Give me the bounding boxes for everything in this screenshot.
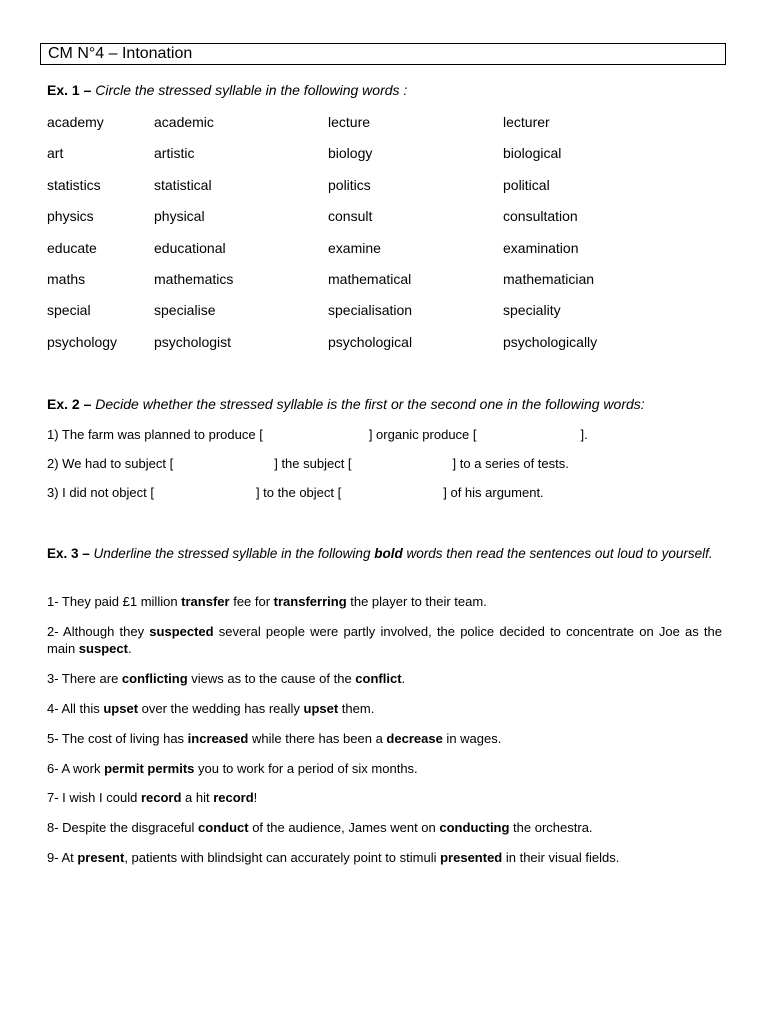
word-cell[interactable]: psychologist [154,333,232,350]
word-cell[interactable]: lecturer [503,114,550,130]
word-cell[interactable]: specialise [154,302,216,319]
sentence-text: 7- I wish I could [47,790,141,805]
sentence-text: while there has been a [248,731,387,746]
ex2-heading [47,396,645,412]
ex3-sentence-2 [47,623,722,657]
sentence-text: . [401,671,406,686]
word-cell[interactable]: politics [328,176,371,193]
ex3-instruction-a: Underline the stressed syllable in the following [93,546,371,561]
ex1-word-grid [47,114,687,365]
bold-word[interactable]: upset [303,701,339,716]
sentence-text: of the audience, James went on [248,820,440,835]
bold-word[interactable]: presented [440,850,503,865]
word-row [47,334,687,365]
ex1-heading [47,82,407,98]
word-cell[interactable]: physical [154,208,205,225]
ex2-sentence-1 [47,427,588,443]
sentence-text: the player to their team. [346,594,487,609]
word-cell[interactable]: biology [328,145,373,162]
ex3-sentence-9 [47,849,722,866]
bold-word[interactable]: conflicting [121,671,188,686]
sentence-text: 2) We had to subject [ [47,456,174,471]
word-cell[interactable]: biological [503,145,562,162]
sentence-text: you to work for a period of six months. [194,761,418,776]
bold-word[interactable]: conducting [439,820,510,835]
word-cell[interactable]: special [47,302,91,319]
word-cell[interactable]: statistical [154,176,212,193]
word-row [47,240,687,271]
sentence-text: fee for [229,594,274,609]
sentence-text: 9- At [47,850,78,865]
sentence-text: ] to a series of tests. [452,456,569,471]
sentence-text: ] of his argument. [443,485,544,500]
sentence-text: 8- Despite the disgraceful [47,820,199,835]
word-cell[interactable]: academic [154,114,214,130]
word-cell[interactable]: speciality [503,302,561,319]
ex3-instruction-bold: bold [374,546,403,561]
ex3-sentence-1 [47,593,722,610]
bold-word[interactable]: permit permits [104,761,195,776]
ex2-sentence-2 [47,456,569,472]
word-row [47,145,687,176]
word-cell[interactable]: art [47,145,64,162]
word-cell[interactable]: statistics [47,176,101,193]
word-cell[interactable]: maths [47,270,86,287]
sentence-text: in wages. [442,731,502,746]
sentence-text: the orchestra. [509,820,593,835]
ex3-sentence-3 [47,670,722,687]
word-cell[interactable]: psychology [47,333,118,350]
bold-word[interactable]: record [213,790,254,805]
ex3-sentence-8 [47,819,722,836]
word-row [47,208,687,239]
bold-word[interactable]: decrease [386,731,443,746]
bold-word[interactable]: suspect [78,641,128,656]
word-cell[interactable]: psychological [328,333,413,350]
word-cell[interactable]: examination [503,239,579,256]
ex2-sentence-3 [47,485,544,501]
sentence-text: 1) The farm was planned to produce [ [47,427,263,442]
ex2-label: Ex. 2 – [47,396,92,412]
ex3-heading [47,545,722,562]
ex3-label: Ex. 3 – [47,546,90,561]
word-row [47,271,687,302]
word-cell[interactable]: examine [328,239,381,256]
ex3-sentence-5 [47,730,722,747]
bold-word[interactable]: transfer [181,594,230,609]
word-cell[interactable]: specialisation [328,302,413,319]
bold-word[interactable]: suspected [149,624,214,639]
bold-word[interactable]: increased [187,731,249,746]
bold-word[interactable]: transferring [273,594,347,609]
word-cell[interactable]: artistic [154,145,195,162]
ex1-instruction: Circle the stressed syllable in the following words : [95,82,408,98]
sentence-text: 3- There are [47,671,122,686]
word-cell[interactable]: physics [47,208,94,225]
bold-word[interactable]: upset [103,701,139,716]
sentence-text: 3) I did not object [ [47,485,154,500]
bold-word[interactable]: record [140,790,182,805]
ex3-sentence-6 [47,760,722,777]
word-cell[interactable]: political [503,176,550,193]
bold-word[interactable]: conflict [355,671,402,686]
sentence-text: several people were partly involved, the police decided to concentrate on Joe as the main [47,624,722,656]
bold-word[interactable]: present [77,850,125,865]
word-row [47,302,687,333]
sentence-text: ] the subject [ [274,456,352,471]
sentence-text: ] organic produce [ [368,427,477,442]
sentence-text: 4- All this [47,701,104,716]
sentence-text: ! [253,790,258,805]
sentence-text: 5- The cost of living has [47,731,188,746]
page-title: CM N°4 – Intonation [40,43,726,65]
sentence-text: , patients with blindsight can accurately point to stimuli [124,850,441,865]
sentence-text: 6- A work [47,761,105,776]
word-cell[interactable]: academy [47,114,104,130]
word-cell[interactable]: consultation [503,208,578,225]
word-cell[interactable]: mathematics [154,270,234,287]
sentence-text: them. [338,701,375,716]
ex3-instruction-b: words then read the sentences out loud to yourself. [406,546,713,561]
word-cell[interactable]: consult [328,208,373,225]
ex2-instruction: Decide whether the stressed syllable is the first or the second one in the following words: [95,396,645,412]
word-cell[interactable]: lecture [328,114,371,130]
word-row [47,177,687,208]
bold-word[interactable]: conduct [198,820,249,835]
sentence-text: . [127,641,132,656]
sentence-text: a hit [181,790,214,805]
word-cell[interactable]: mathematical [328,270,412,287]
word-cell[interactable]: psychologically [503,333,598,350]
sentence-text: views as to the cause of the [187,671,356,686]
sentence-text: ]. [580,427,588,442]
ex3-sentence-7 [47,789,722,806]
word-cell[interactable]: mathematician [503,270,595,287]
sentence-text: in their visual fields. [502,850,620,865]
sentence-text: 2- Although they [47,624,150,639]
sentence-text: over the wedding has really [138,701,304,716]
ex3-sentence-4 [47,700,722,717]
ex1-label: Ex. 1 – [47,82,92,98]
sentence-text: ] to the object [ [255,485,342,500]
word-cell[interactable]: educate [47,239,97,256]
word-cell[interactable]: educational [154,239,226,256]
sentence-text: 1- They paid £1 million [47,594,182,609]
word-row [47,114,687,145]
